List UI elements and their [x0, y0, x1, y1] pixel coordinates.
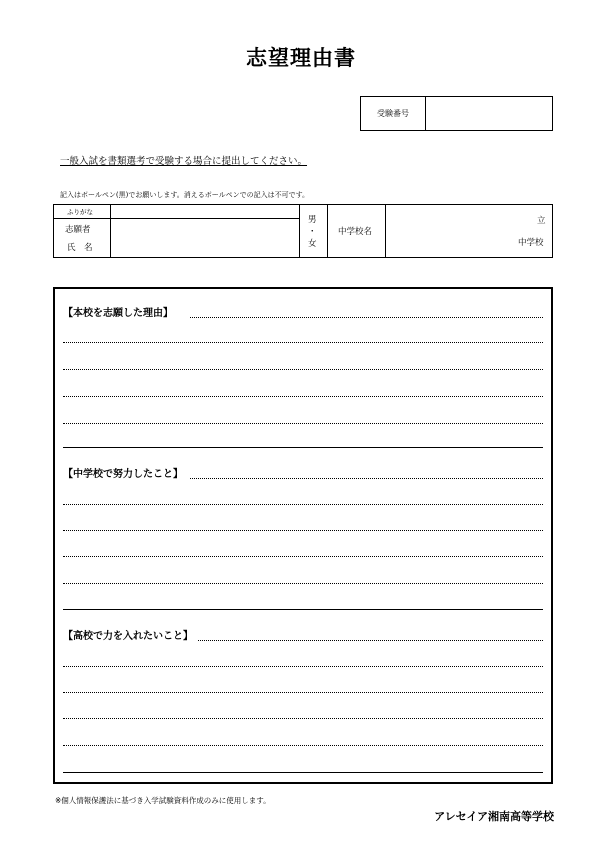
exam-number-box: [360, 96, 553, 131]
junior-high-label: 中学校名: [338, 227, 373, 237]
gender-female[interactable]: 女: [308, 239, 317, 249]
section-heading-effort: 【中学校で努力したこと】: [63, 465, 187, 480]
exam-number-field[interactable]: [426, 97, 552, 130]
furigana-field[interactable]: [111, 206, 298, 217]
junior-high-field[interactable]: [387, 207, 537, 255]
privacy-footnote: ※個人情報保護法に基づき入学試験資料作成のみに使用します。: [55, 796, 271, 805]
school-suffix-ritsu: 立: [537, 216, 546, 226]
furigana-label: ふりがな: [67, 208, 93, 216]
instruction-text: 一般入試を書類選考で受験する場合に提出してください。: [60, 156, 308, 167]
gender-male[interactable]: 男: [308, 215, 317, 225]
page-title: 志望理由書: [246, 46, 356, 70]
school-name: アレセイア湘南高等学校: [434, 810, 554, 823]
applicant-name-label-2: 氏 名: [67, 243, 93, 253]
section-heading-reason: 【本校を志願した理由】: [63, 304, 177, 319]
applicant-name-field[interactable]: [111, 220, 298, 257]
pen-note: 記入はボールペン(黒)でお願いします。消えるボールペンでの記入は不可です。: [60, 191, 310, 199]
applicant-name-label: 志願者: [65, 225, 91, 235]
essay-box: [53, 287, 553, 784]
goals-text-area[interactable]: [63, 646, 543, 772]
school-suffix-chugakko: 中学校: [518, 238, 544, 248]
applicant-info-table: [53, 204, 553, 258]
exam-number-label: 受験番号: [361, 97, 426, 130]
effort-text-area[interactable]: [63, 484, 543, 609]
section-heading-goals: 【高校で力を入れたいこと】: [63, 627, 197, 642]
gender-separator: ・: [308, 227, 317, 237]
